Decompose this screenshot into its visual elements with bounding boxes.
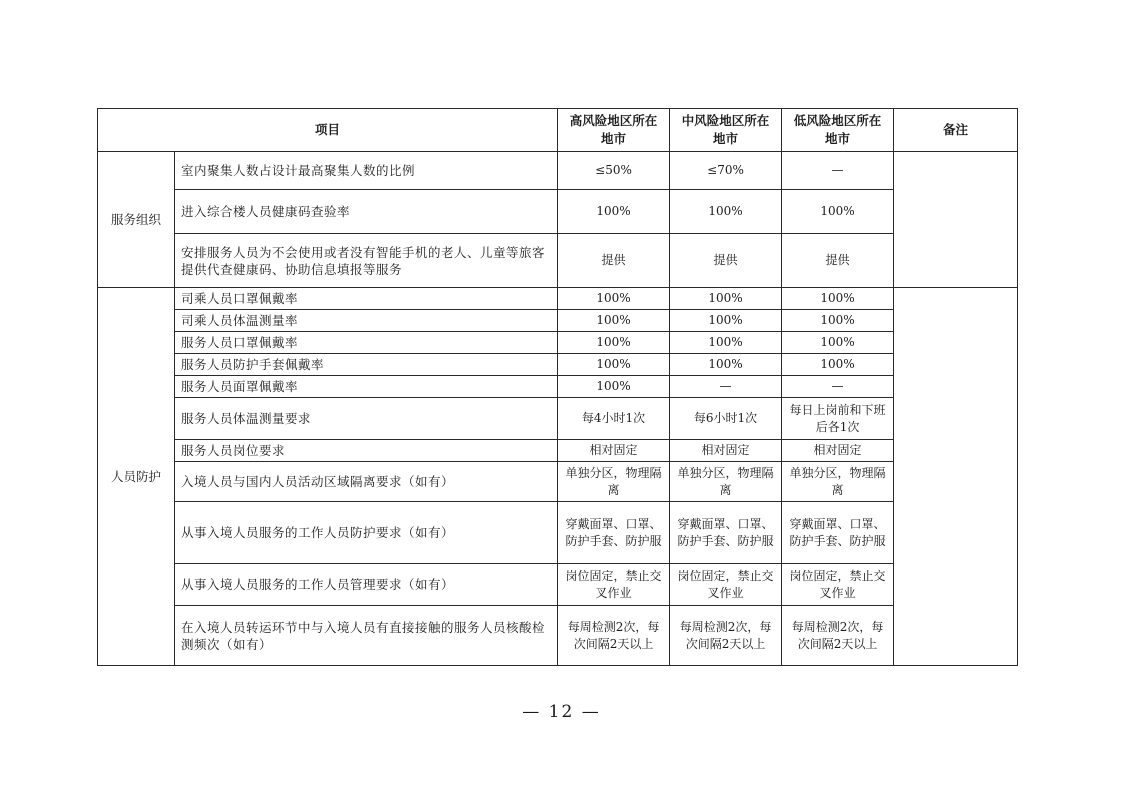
- row-mid: 相对固定: [670, 440, 782, 462]
- row-low: 100%: [782, 288, 894, 310]
- row-low: 每日上岗前和下班后各1次: [782, 398, 894, 440]
- table-row: [98, 440, 1018, 462]
- row-mid: 100%: [670, 310, 782, 332]
- row-mid: 每6小时1次: [670, 398, 782, 440]
- table-row: [98, 398, 1018, 440]
- row-low: 岗位固定，禁止交叉作业: [782, 564, 894, 606]
- row-low: 100%: [782, 354, 894, 376]
- row-high: 穿戴面罩、口罩、防护手套、防护服: [558, 502, 670, 564]
- table-row: [98, 606, 1018, 666]
- row-mid: 提供: [670, 234, 782, 288]
- note-cell: [894, 152, 1018, 288]
- table-row: [98, 190, 1018, 234]
- category-service-organization: 服务组织: [98, 152, 175, 288]
- row-low: 提供: [782, 234, 894, 288]
- row-low: 相对固定: [782, 440, 894, 462]
- header-high-risk: 高风险地区所在地市: [558, 109, 670, 152]
- row-item: 服务人员体温测量要求: [175, 398, 558, 440]
- table-row: [98, 288, 1018, 310]
- header-item: 项目: [98, 109, 558, 152]
- table-row: [98, 152, 1018, 190]
- row-high: 100%: [558, 332, 670, 354]
- header-note: 备注: [894, 109, 1018, 152]
- row-high: 100%: [558, 190, 670, 234]
- row-high: 每4小时1次: [558, 398, 670, 440]
- row-low: 100%: [782, 190, 894, 234]
- table-row: [98, 502, 1018, 564]
- row-high: ≤50%: [558, 152, 670, 190]
- table-row: [98, 564, 1018, 606]
- row-mid: 100%: [670, 190, 782, 234]
- page-number: — 12 —: [522, 702, 601, 722]
- table-row: [98, 376, 1018, 398]
- row-low: 穿戴面罩、口罩、防护手套、防护服: [782, 502, 894, 564]
- row-high: 100%: [558, 376, 670, 398]
- row-high: 提供: [558, 234, 670, 288]
- row-item: 司乘人员体温测量率: [175, 310, 558, 332]
- row-item: 服务人员防护手套佩戴率: [175, 354, 558, 376]
- row-mid: 每周检测2次，每次间隔2天以上: [670, 606, 782, 666]
- row-mid: 岗位固定，禁止交叉作业: [670, 564, 782, 606]
- row-item: 进入综合楼人员健康码查验率: [175, 190, 558, 234]
- row-low: —: [782, 152, 894, 190]
- category-personnel-protection: 人员防护: [98, 288, 175, 666]
- row-item: 司乘人员口罩佩戴率: [175, 288, 558, 310]
- row-high: 相对固定: [558, 440, 670, 462]
- row-item: 服务人员岗位要求: [175, 440, 558, 462]
- row-mid: —: [670, 376, 782, 398]
- table-row: [98, 234, 1018, 288]
- row-low: 100%: [782, 332, 894, 354]
- table-row: [98, 332, 1018, 354]
- table-row: [98, 354, 1018, 376]
- row-mid: ≤70%: [670, 152, 782, 190]
- row-item: 服务人员口罩佩戴率: [175, 332, 558, 354]
- row-low: —: [782, 376, 894, 398]
- row-item: 安排服务人员为不会使用或者没有智能手机的老人、儿童等旅客提供代查健康码、协助信息填报等服务: [175, 234, 558, 288]
- row-low: 每周检测2次，每次间隔2天以上: [782, 606, 894, 666]
- row-high: 100%: [558, 288, 670, 310]
- row-item: 室内聚集人数占设计最高聚集人数的比例: [175, 152, 558, 190]
- row-mid: 100%: [670, 332, 782, 354]
- row-item: 服务人员面罩佩戴率: [175, 376, 558, 398]
- row-low: 100%: [782, 310, 894, 332]
- row-item: 入境人员与国内人员活动区域隔离要求（如有）: [175, 462, 558, 502]
- table-header-row: [98, 109, 1018, 152]
- header-low-risk: 低风险地区所在地市: [782, 109, 894, 152]
- row-mid: 单独分区，物理隔离: [670, 462, 782, 502]
- row-item: 从事入境人员服务的工作人员管理要求（如有）: [175, 564, 558, 606]
- row-item: 在入境人员转运环节中与入境人员有直接接触的服务人员核酸检测频次（如有）: [175, 606, 558, 666]
- row-high: 岗位固定，禁止交叉作业: [558, 564, 670, 606]
- row-mid: 穿戴面罩、口罩、防护手套、防护服: [670, 502, 782, 564]
- row-high: 100%: [558, 310, 670, 332]
- requirements-table: [97, 108, 1018, 666]
- table-row: [98, 462, 1018, 502]
- note-cell: [894, 288, 1018, 666]
- row-high: 每周检测2次，每次间隔2天以上: [558, 606, 670, 666]
- row-low: 单独分区，物理隔离: [782, 462, 894, 502]
- table-row: [98, 310, 1018, 332]
- row-item: 从事入境人员服务的工作人员防护要求（如有）: [175, 502, 558, 564]
- row-mid: 100%: [670, 288, 782, 310]
- header-mid-risk: 中风险地区所在地市: [670, 109, 782, 152]
- row-mid: 100%: [670, 354, 782, 376]
- row-high: 100%: [558, 354, 670, 376]
- row-high: 单独分区，物理隔离: [558, 462, 670, 502]
